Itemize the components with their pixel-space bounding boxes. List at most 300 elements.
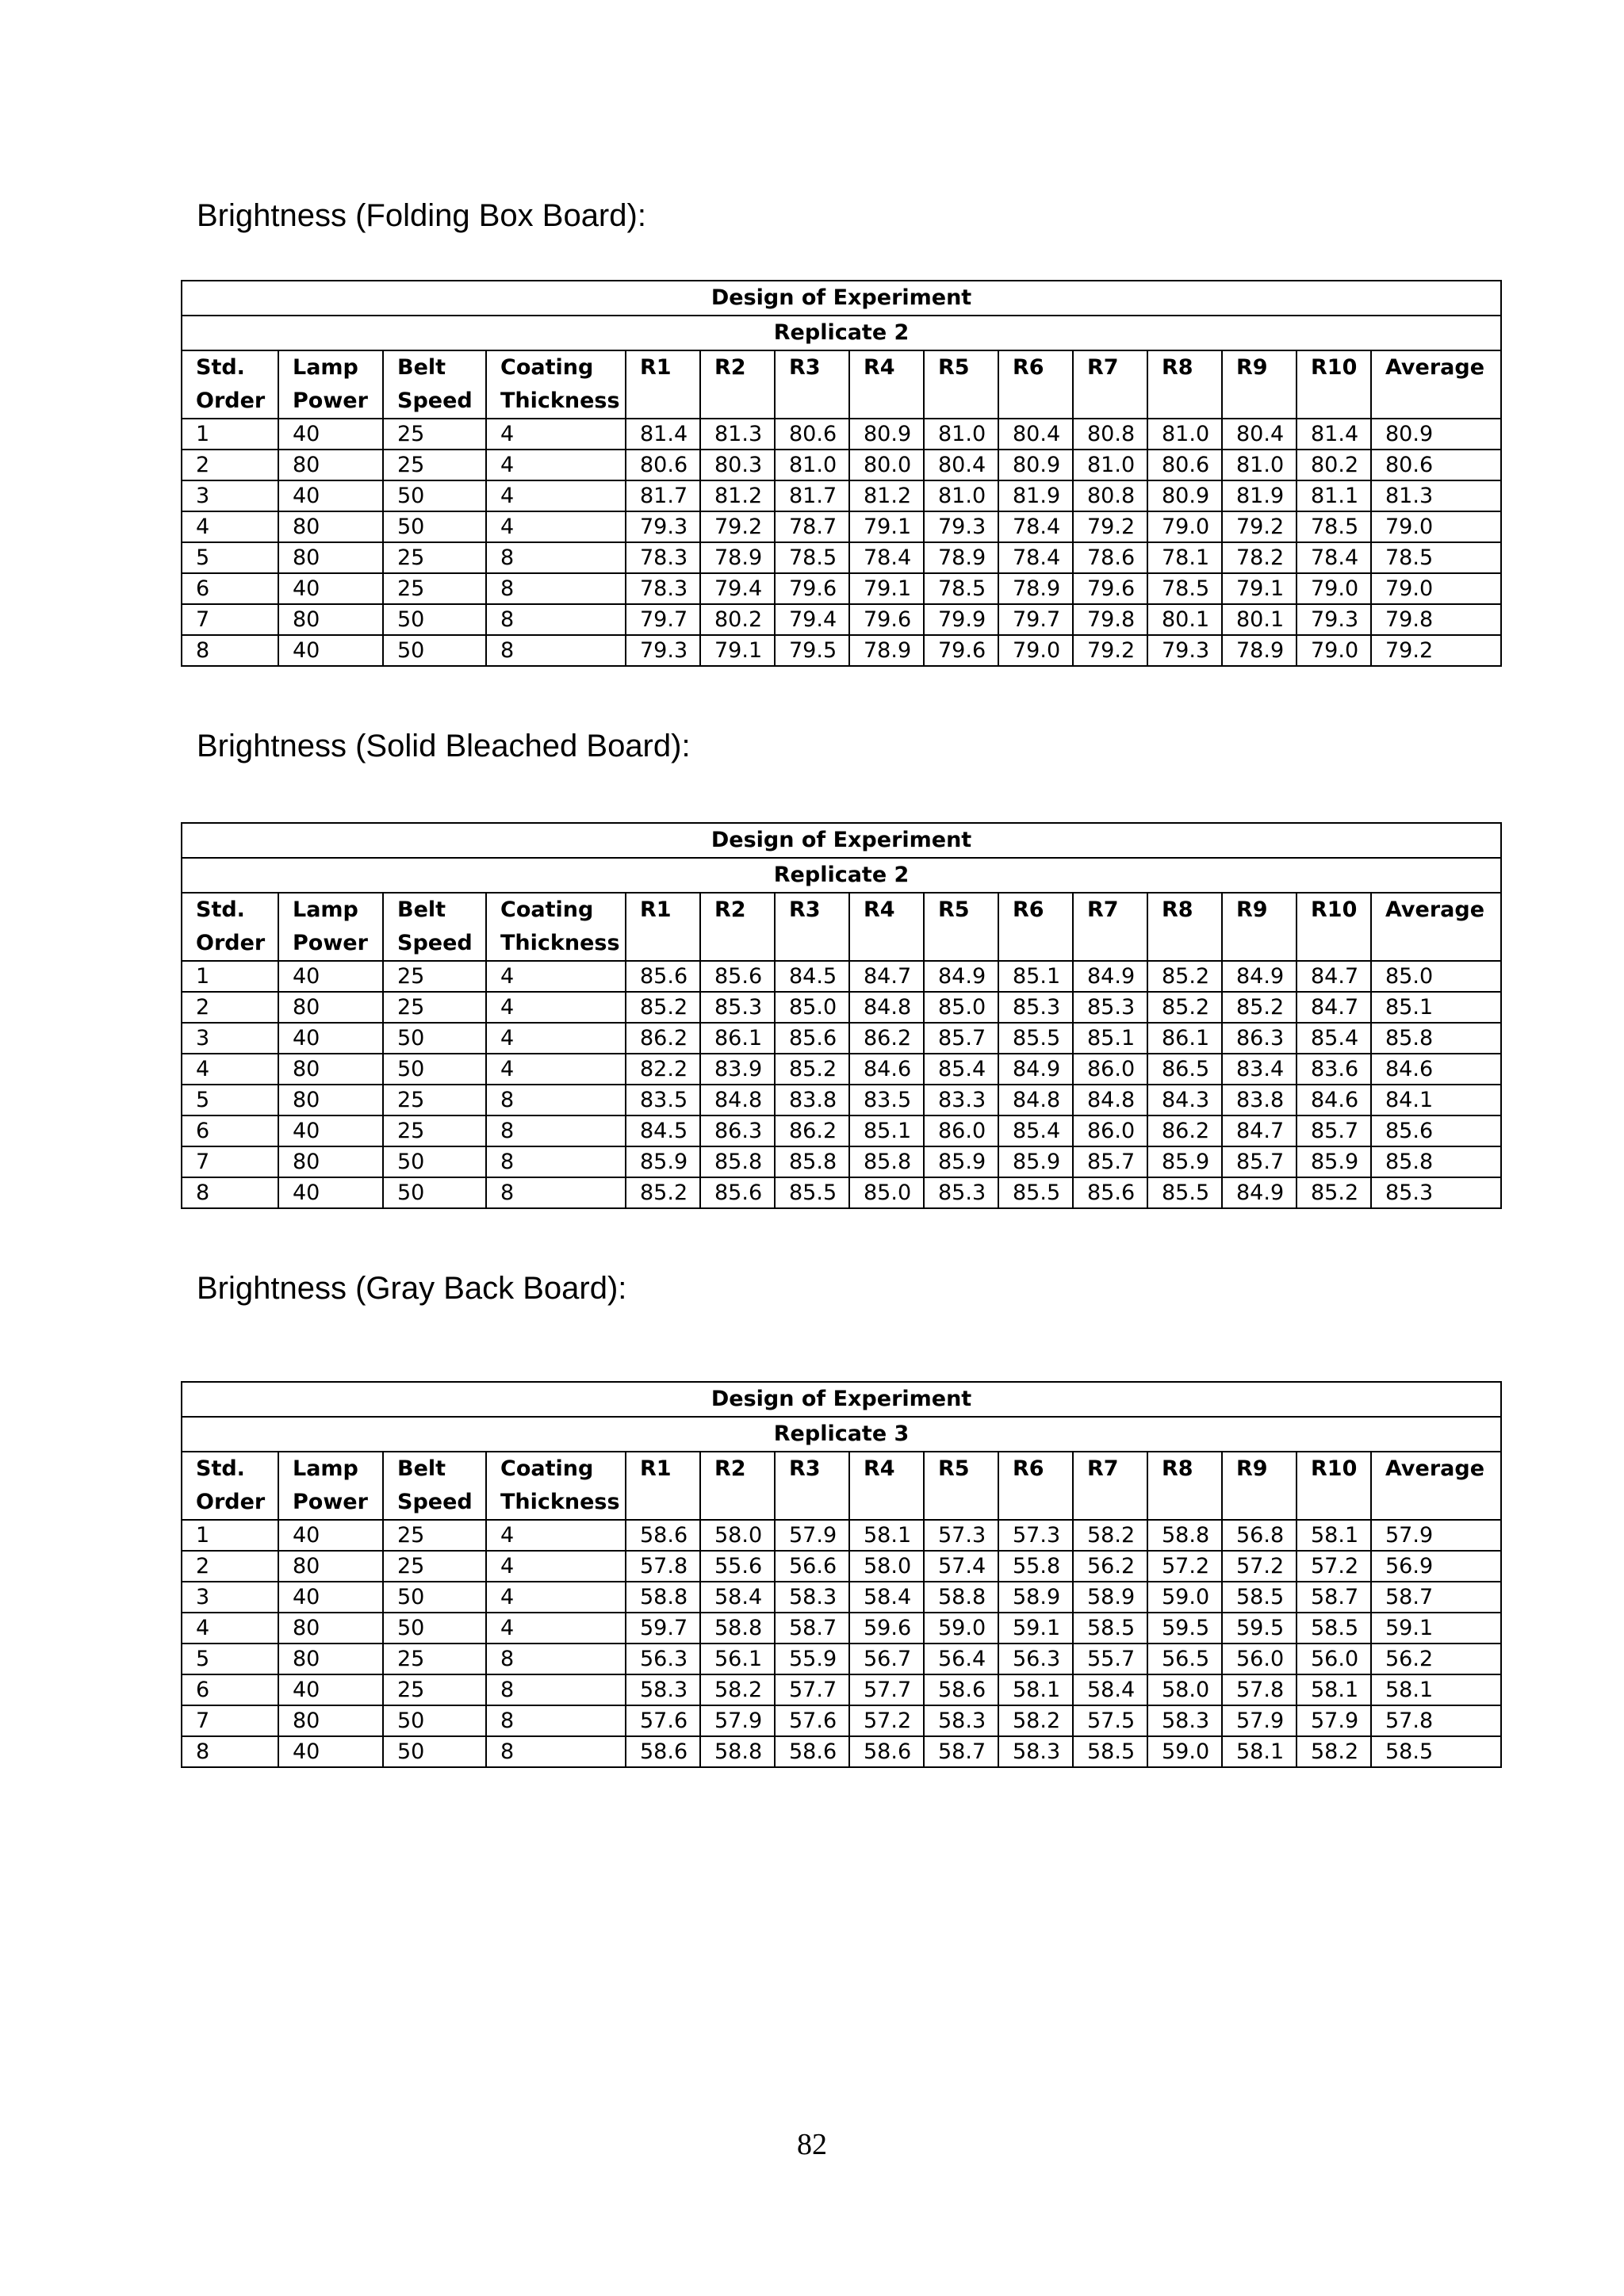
cell-r9: 57.9: [1222, 1705, 1297, 1736]
table-row: [182, 1736, 1501, 1767]
cell-r10: 57.2: [1297, 1551, 1371, 1582]
cell-r2: 58.2: [700, 1674, 775, 1705]
cell-r5: 83.3: [924, 1085, 998, 1115]
cell-std-order: 4: [182, 511, 278, 542]
cell-r8: 85.2: [1147, 992, 1222, 1023]
cell-r4: 57.7: [849, 1674, 924, 1705]
cell-r9: 85.2: [1222, 992, 1297, 1023]
cell-r8: 79.3: [1147, 635, 1222, 666]
cell-r9: 58.5: [1222, 1582, 1297, 1613]
cell-r6: 78.4: [998, 542, 1073, 573]
header-r9: R9: [1222, 893, 1297, 961]
cell-coating-thickness: 8: [486, 1705, 626, 1736]
cell-r7: 84.9: [1073, 961, 1147, 992]
cell-r5: 85.9: [924, 1146, 998, 1177]
header-r3: R3: [775, 350, 849, 419]
table-row: [182, 542, 1501, 573]
cell-r10: 85.9: [1297, 1146, 1371, 1177]
cell-r10: 58.5: [1297, 1613, 1371, 1644]
header-coating-thickness: [486, 1452, 626, 1520]
cell-r10: 79.0: [1297, 635, 1371, 666]
header-r10: R10: [1297, 893, 1371, 961]
table-row: [182, 961, 1501, 992]
header-r5: R5: [924, 1452, 998, 1520]
cell-r1: 58.6: [626, 1736, 700, 1767]
cell-r6: 80.4: [998, 419, 1073, 450]
cell-r4: 79.6: [849, 604, 924, 635]
cell-r2: 55.6: [700, 1551, 775, 1582]
cell-std-order: 8: [182, 635, 278, 666]
cell-r7: 58.4: [1073, 1674, 1147, 1705]
cell-r9: 86.3: [1222, 1023, 1297, 1054]
cell-r9: 84.9: [1222, 1177, 1297, 1208]
section-title-gray-back-board: Brightness (Gray Back Board):: [197, 1271, 627, 1306]
cell-belt-speed: 25: [383, 961, 486, 992]
cell-r2: 86.1: [700, 1023, 775, 1054]
header-average: Average: [1371, 350, 1501, 419]
cell-std-order: 6: [182, 1674, 278, 1705]
table-banner: Design of Experiment: [182, 823, 1501, 858]
cell-belt-speed: 25: [383, 992, 486, 1023]
cell-r10: 79.0: [1297, 573, 1371, 604]
table-row: [182, 1644, 1501, 1674]
cell-r6: 85.5: [998, 1177, 1073, 1208]
page-number: 82: [797, 2128, 827, 2161]
cell-r3: 57.9: [775, 1520, 849, 1551]
cell-std-order: 1: [182, 961, 278, 992]
cell-coating-thickness: 8: [486, 573, 626, 604]
cell-r4: 85.1: [849, 1115, 924, 1146]
cell-r2: 86.3: [700, 1115, 775, 1146]
cell-r3: 79.4: [775, 604, 849, 635]
cell-r3: 85.6: [775, 1023, 849, 1054]
cell-average: 84.1: [1371, 1085, 1501, 1115]
table-row: [182, 1177, 1501, 1208]
header-coating-thickness-line: Coating: [500, 1456, 594, 1481]
cell-r5: 58.7: [924, 1736, 998, 1767]
cell-r1: 59.7: [626, 1613, 700, 1644]
header-average: Average: [1371, 893, 1501, 961]
cell-r2: 84.8: [700, 1085, 775, 1115]
cell-belt-speed: 25: [383, 1115, 486, 1146]
cell-r2: 58.4: [700, 1582, 775, 1613]
cell-lamp-power: 40: [278, 961, 383, 992]
cell-r4: 81.2: [849, 480, 924, 511]
cell-r2: 56.1: [700, 1644, 775, 1674]
cell-average: 56.2: [1371, 1644, 1501, 1674]
cell-coating-thickness: 8: [486, 1146, 626, 1177]
cell-r3: 79.5: [775, 635, 849, 666]
header-r5: R5: [924, 350, 998, 419]
cell-r9: 83.4: [1222, 1054, 1297, 1085]
cell-r2: 79.1: [700, 635, 775, 666]
header-belt-speed-line: Belt: [397, 1456, 446, 1481]
cell-r6: 58.9: [998, 1582, 1073, 1613]
cell-std-order: 2: [182, 1551, 278, 1582]
header-r10: R10: [1297, 1452, 1371, 1520]
cell-std-order: 5: [182, 1085, 278, 1115]
cell-belt-speed: 50: [383, 1705, 486, 1736]
cell-lamp-power: 80: [278, 1705, 383, 1736]
cell-r5: 81.0: [924, 419, 998, 450]
header-r3: R3: [775, 1452, 849, 1520]
cell-average: 58.5: [1371, 1736, 1501, 1767]
cell-r1: 78.3: [626, 573, 700, 604]
cell-r4: 85.0: [849, 1177, 924, 1208]
cell-std-order: 3: [182, 1023, 278, 1054]
cell-coating-thickness: 4: [486, 511, 626, 542]
cell-lamp-power: 80: [278, 1085, 383, 1115]
header-belt-speed-line: Speed: [397, 388, 473, 413]
cell-average: 79.2: [1371, 635, 1501, 666]
table-row: [182, 1674, 1501, 1705]
cell-r1: 57.6: [626, 1705, 700, 1736]
cell-r1: 57.8: [626, 1551, 700, 1582]
cell-r8: 85.9: [1147, 1146, 1222, 1177]
cell-r3: 79.6: [775, 573, 849, 604]
cell-r9: 57.8: [1222, 1674, 1297, 1705]
table-row: [182, 573, 1501, 604]
cell-average: 84.6: [1371, 1054, 1501, 1085]
cell-r1: 58.3: [626, 1674, 700, 1705]
cell-average: 79.0: [1371, 511, 1501, 542]
header-r6: R6: [998, 1452, 1073, 1520]
cell-r10: 58.1: [1297, 1520, 1371, 1551]
cell-lamp-power: 40: [278, 419, 383, 450]
cell-average: 85.8: [1371, 1023, 1501, 1054]
cell-belt-speed: 25: [383, 1674, 486, 1705]
header-r7: R7: [1073, 893, 1147, 961]
cell-coating-thickness: 4: [486, 450, 626, 480]
cell-r6: 78.9: [998, 573, 1073, 604]
cell-r4: 84.7: [849, 961, 924, 992]
cell-r7: 85.6: [1073, 1177, 1147, 1208]
cell-r1: 83.5: [626, 1085, 700, 1115]
cell-r6: 57.3: [998, 1520, 1073, 1551]
column-header-row: [182, 893, 1501, 961]
cell-r4: 56.7: [849, 1644, 924, 1674]
cell-r5: 57.4: [924, 1551, 998, 1582]
cell-r7: 84.8: [1073, 1085, 1147, 1115]
header-r9: R9: [1222, 1452, 1297, 1520]
header-r1: R1: [626, 350, 700, 419]
cell-r1: 81.7: [626, 480, 700, 511]
cell-std-order: 2: [182, 992, 278, 1023]
table-folding-box-board: [181, 280, 1502, 667]
cell-r7: 86.0: [1073, 1054, 1147, 1085]
cell-std-order: 2: [182, 450, 278, 480]
cell-r3: 84.5: [775, 961, 849, 992]
cell-r1: 79.3: [626, 511, 700, 542]
replicate-label: Replicate 2: [182, 858, 1501, 893]
cell-r9: 79.1: [1222, 573, 1297, 604]
cell-r3: 81.0: [775, 450, 849, 480]
cell-r1: 79.7: [626, 604, 700, 635]
cell-std-order: 3: [182, 1582, 278, 1613]
cell-r6: 85.1: [998, 961, 1073, 992]
cell-r2: 81.3: [700, 419, 775, 450]
cell-lamp-power: 40: [278, 480, 383, 511]
cell-lamp-power: 80: [278, 992, 383, 1023]
section-title-folding-box-board: Brightness (Folding Box Board):: [197, 198, 646, 233]
cell-r5: 78.9: [924, 542, 998, 573]
replicate-label: Replicate 2: [182, 316, 1501, 350]
cell-r7: 56.2: [1073, 1551, 1147, 1582]
cell-r6: 85.9: [998, 1146, 1073, 1177]
header-belt-speed-line: Belt: [397, 897, 446, 922]
table-row: [182, 419, 1501, 450]
cell-r4: 79.1: [849, 511, 924, 542]
header-r1: R1: [626, 1452, 700, 1520]
cell-coating-thickness: 4: [486, 1520, 626, 1551]
cell-r9: 56.8: [1222, 1520, 1297, 1551]
cell-coating-thickness: 4: [486, 1023, 626, 1054]
cell-r10: 81.4: [1297, 419, 1371, 450]
cell-r10: 79.3: [1297, 604, 1371, 635]
cell-r10: 58.7: [1297, 1582, 1371, 1613]
cell-r7: 58.2: [1073, 1520, 1147, 1551]
replicate-row: [182, 316, 1501, 350]
cell-r8: 79.0: [1147, 511, 1222, 542]
cell-r3: 85.8: [775, 1146, 849, 1177]
cell-r2: 85.3: [700, 992, 775, 1023]
cell-r5: 59.0: [924, 1613, 998, 1644]
cell-r1: 58.6: [626, 1520, 700, 1551]
cell-belt-speed: 50: [383, 1146, 486, 1177]
cell-belt-speed: 50: [383, 1054, 486, 1085]
cell-r7: 79.8: [1073, 604, 1147, 635]
header-coating-thickness-line: Thickness: [500, 1490, 620, 1514]
cell-r1: 79.3: [626, 635, 700, 666]
header-r6: R6: [998, 350, 1073, 419]
cell-r10: 85.2: [1297, 1177, 1371, 1208]
cell-r7: 85.7: [1073, 1146, 1147, 1177]
cell-average: 79.0: [1371, 573, 1501, 604]
table-row: [182, 450, 1501, 480]
cell-r8: 86.5: [1147, 1054, 1222, 1085]
cell-r8: 80.9: [1147, 480, 1222, 511]
cell-coating-thickness: 4: [486, 419, 626, 450]
cell-coating-thickness: 8: [486, 1085, 626, 1115]
cell-r5: 85.4: [924, 1054, 998, 1085]
header-r8: R8: [1147, 1452, 1222, 1520]
cell-belt-speed: 50: [383, 635, 486, 666]
cell-r2: 81.2: [700, 480, 775, 511]
cell-r9: 84.9: [1222, 961, 1297, 992]
cell-r1: 85.6: [626, 961, 700, 992]
cell-r9: 81.0: [1222, 450, 1297, 480]
section-title-solid-bleached-board: Brightness (Solid Bleached Board):: [197, 729, 691, 763]
header-std-order-line: Std.: [196, 1456, 245, 1481]
cell-average: 85.1: [1371, 992, 1501, 1023]
cell-r7: 80.8: [1073, 419, 1147, 450]
table-row: [182, 480, 1501, 511]
cell-r8: 80.6: [1147, 450, 1222, 480]
cell-r4: 78.4: [849, 542, 924, 573]
cell-lamp-power: 80: [278, 511, 383, 542]
cell-r5: 84.9: [924, 961, 998, 992]
cell-std-order: 1: [182, 419, 278, 450]
cell-r2: 85.6: [700, 961, 775, 992]
cell-r7: 79.6: [1073, 573, 1147, 604]
cell-r4: 80.0: [849, 450, 924, 480]
cell-r2: 78.9: [700, 542, 775, 573]
cell-r5: 78.5: [924, 573, 998, 604]
cell-r7: 79.2: [1073, 511, 1147, 542]
cell-r4: 84.6: [849, 1054, 924, 1085]
cell-r10: 80.2: [1297, 450, 1371, 480]
cell-r3: 57.6: [775, 1705, 849, 1736]
cell-r9: 78.9: [1222, 635, 1297, 666]
cell-r2: 58.8: [700, 1613, 775, 1644]
header-lamp-power: [278, 1452, 383, 1520]
cell-lamp-power: 40: [278, 1736, 383, 1767]
cell-lamp-power: 40: [278, 1520, 383, 1551]
cell-lamp-power: 40: [278, 1582, 383, 1613]
banner-row: [182, 1382, 1501, 1417]
header-lamp-power-line: Lamp: [293, 897, 358, 922]
cell-r5: 57.3: [924, 1520, 998, 1551]
cell-r8: 81.0: [1147, 419, 1222, 450]
cell-r9: 59.5: [1222, 1613, 1297, 1644]
cell-std-order: 5: [182, 542, 278, 573]
header-lamp-power: [278, 350, 383, 419]
cell-r9: 79.2: [1222, 511, 1297, 542]
cell-r7: 81.0: [1073, 450, 1147, 480]
table-row: [182, 1520, 1501, 1551]
cell-r9: 80.1: [1222, 604, 1297, 635]
cell-r5: 85.7: [924, 1023, 998, 1054]
cell-r8: 59.5: [1147, 1613, 1222, 1644]
header-r6: R6: [998, 893, 1073, 961]
header-r7: R7: [1073, 1452, 1147, 1520]
table-row: [182, 1582, 1501, 1613]
header-belt-speed: [383, 1452, 486, 1520]
cell-average: 85.6: [1371, 1115, 1501, 1146]
header-std-order-line: Order: [196, 388, 266, 413]
cell-r10: 81.1: [1297, 480, 1371, 511]
cell-r10: 58.1: [1297, 1674, 1371, 1705]
cell-r1: 84.5: [626, 1115, 700, 1146]
cell-r10: 85.4: [1297, 1023, 1371, 1054]
cell-coating-thickness: 8: [486, 1644, 626, 1674]
cell-r9: 78.2: [1222, 542, 1297, 573]
header-coating-thickness: [486, 350, 626, 419]
cell-std-order: 8: [182, 1177, 278, 1208]
cell-r8: 59.0: [1147, 1582, 1222, 1613]
cell-average: 58.1: [1371, 1674, 1501, 1705]
cell-r8: 56.5: [1147, 1644, 1222, 1674]
cell-r2: 58.8: [700, 1736, 775, 1767]
cell-lamp-power: 40: [278, 1674, 383, 1705]
cell-r4: 79.1: [849, 573, 924, 604]
cell-r8: 86.1: [1147, 1023, 1222, 1054]
table-row: [182, 1115, 1501, 1146]
cell-r4: 78.9: [849, 635, 924, 666]
cell-r7: 57.5: [1073, 1705, 1147, 1736]
cell-r6: 58.3: [998, 1736, 1073, 1767]
cell-average: 80.9: [1371, 419, 1501, 450]
cell-r9: 85.7: [1222, 1146, 1297, 1177]
cell-belt-speed: 50: [383, 1582, 486, 1613]
cell-r7: 86.0: [1073, 1115, 1147, 1146]
header-r5: R5: [924, 893, 998, 961]
cell-r1: 81.4: [626, 419, 700, 450]
cell-r2: 80.2: [700, 604, 775, 635]
table-row: [182, 992, 1501, 1023]
cell-coating-thickness: 4: [486, 1613, 626, 1644]
cell-r3: 58.7: [775, 1613, 849, 1644]
cell-average: 81.3: [1371, 480, 1501, 511]
cell-r9: 84.7: [1222, 1115, 1297, 1146]
cell-average: 57.8: [1371, 1705, 1501, 1736]
header-coating-thickness-line: Coating: [500, 897, 594, 922]
header-std-order: [182, 1452, 278, 1520]
cell-r3: 78.7: [775, 511, 849, 542]
cell-lamp-power: 80: [278, 1551, 383, 1582]
header-lamp-power-line: Power: [293, 388, 368, 413]
cell-average: 79.8: [1371, 604, 1501, 635]
header-belt-speed-line: Belt: [397, 355, 446, 380]
cell-belt-speed: 25: [383, 573, 486, 604]
cell-r9: 57.2: [1222, 1551, 1297, 1582]
cell-coating-thickness: 4: [486, 1582, 626, 1613]
table-row: [182, 1705, 1501, 1736]
cell-r8: 80.1: [1147, 604, 1222, 635]
cell-belt-speed: 50: [383, 604, 486, 635]
cell-r7: 80.8: [1073, 480, 1147, 511]
column-header-row: [182, 350, 1501, 419]
cell-r7: 79.2: [1073, 635, 1147, 666]
replicate-row: [182, 858, 1501, 893]
cell-r3: 83.8: [775, 1085, 849, 1115]
cell-lamp-power: 80: [278, 604, 383, 635]
cell-coating-thickness: 4: [486, 961, 626, 992]
cell-std-order: 7: [182, 1146, 278, 1177]
cell-r5: 80.4: [924, 450, 998, 480]
cell-r3: 80.6: [775, 419, 849, 450]
cell-r8: 85.2: [1147, 961, 1222, 992]
cell-average: 85.8: [1371, 1146, 1501, 1177]
cell-r7: 85.3: [1073, 992, 1147, 1023]
cell-average: 57.9: [1371, 1520, 1501, 1551]
cell-std-order: 3: [182, 480, 278, 511]
cell-lamp-power: 40: [278, 1177, 383, 1208]
cell-r6: 79.0: [998, 635, 1073, 666]
cell-std-order: 1: [182, 1520, 278, 1551]
cell-r10: 84.6: [1297, 1085, 1371, 1115]
cell-average: 58.7: [1371, 1582, 1501, 1613]
cell-lamp-power: 40: [278, 1115, 383, 1146]
cell-belt-speed: 50: [383, 511, 486, 542]
cell-belt-speed: 50: [383, 480, 486, 511]
cell-std-order: 5: [182, 1644, 278, 1674]
cell-r4: 57.2: [849, 1705, 924, 1736]
cell-coating-thickness: 4: [486, 480, 626, 511]
cell-r3: 85.0: [775, 992, 849, 1023]
cell-r6: 85.5: [998, 1023, 1073, 1054]
cell-r8: 84.3: [1147, 1085, 1222, 1115]
cell-r1: 80.6: [626, 450, 700, 480]
cell-r3: 85.2: [775, 1054, 849, 1085]
cell-r4: 83.5: [849, 1085, 924, 1115]
cell-r3: 58.3: [775, 1582, 849, 1613]
cell-r6: 58.1: [998, 1674, 1073, 1705]
cell-average: 78.5: [1371, 542, 1501, 573]
cell-r10: 83.6: [1297, 1054, 1371, 1085]
header-r9: R9: [1222, 350, 1297, 419]
cell-belt-speed: 25: [383, 1644, 486, 1674]
